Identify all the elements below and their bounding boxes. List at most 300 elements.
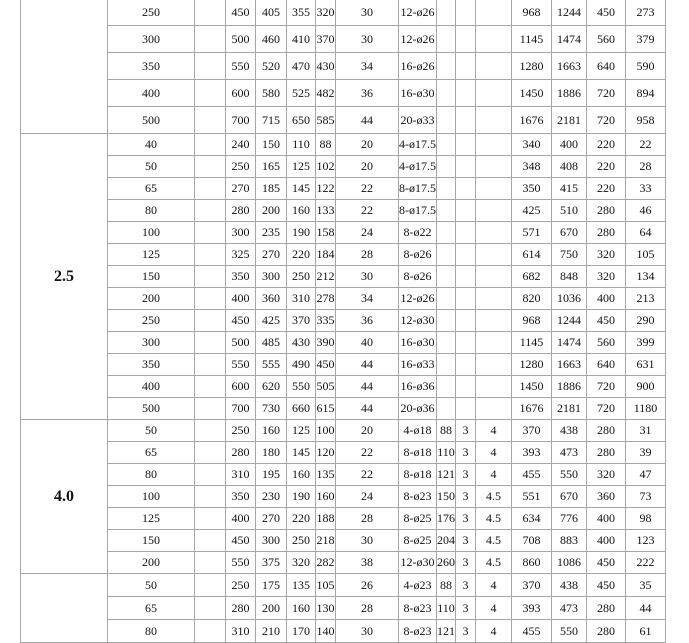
table-cell: 3	[456, 442, 476, 464]
spacer-cell	[195, 574, 226, 597]
table-cell: 1474	[552, 26, 587, 53]
spacer-cell	[195, 620, 226, 643]
table-cell: 1474	[552, 332, 587, 354]
table-cell: 400	[108, 80, 195, 107]
table-row	[21, 376, 666, 398]
table-cell	[456, 266, 476, 288]
table-cell	[456, 26, 476, 53]
table-cell: 715	[256, 107, 287, 134]
table-cell: 720	[587, 398, 626, 420]
table-cell: 300	[256, 266, 287, 288]
spacer-cell	[195, 107, 226, 134]
table-cell	[456, 107, 476, 134]
table-cell: 360	[587, 486, 626, 508]
table-cell: 2181	[552, 398, 587, 420]
table-cell: 278	[316, 288, 336, 310]
table-cell: 250	[108, 310, 195, 332]
table-cell: 50	[108, 420, 195, 442]
table-cell	[456, 200, 476, 222]
table-cell: 250	[287, 530, 316, 552]
table-cell: 22	[336, 178, 399, 200]
table-cell: 176	[437, 508, 456, 530]
table-cell: 290	[626, 310, 666, 332]
table-cell: 8-ø23	[399, 620, 437, 643]
table-cell: 110	[437, 597, 456, 620]
table-cell: 12-ø26	[399, 288, 437, 310]
table-cell: 450	[587, 552, 626, 574]
table-cell	[437, 354, 456, 376]
table-cell: 4	[476, 620, 512, 643]
table-cell: 28	[626, 156, 666, 178]
table-cell: 190	[287, 486, 316, 508]
table-cell: 455	[512, 464, 552, 486]
table-cell: 34	[336, 53, 399, 80]
table-cell: 393	[512, 442, 552, 464]
table-cell: 473	[552, 442, 587, 464]
table-cell: 125	[108, 508, 195, 530]
table-cell: 1145	[512, 332, 552, 354]
table-cell: 44	[626, 597, 666, 620]
table-cell	[476, 288, 512, 310]
spacer-cell	[195, 200, 226, 222]
table-cell: 110	[437, 442, 456, 464]
table-row	[21, 222, 666, 244]
table-cell: 280	[587, 597, 626, 620]
table-cell: 240	[226, 134, 256, 156]
table-cell: 65	[108, 178, 195, 200]
table-cell: 560	[587, 26, 626, 53]
pressure-cell	[21, 574, 108, 643]
table-cell: 30	[336, 26, 399, 53]
table-cell: 400	[552, 134, 587, 156]
table-cell: 170	[287, 620, 316, 643]
table-cell: 3	[456, 464, 476, 486]
table-cell: 450	[226, 0, 256, 26]
table-cell	[476, 178, 512, 200]
table-cell: 571	[512, 222, 552, 244]
table-cell	[437, 398, 456, 420]
table-cell	[476, 53, 512, 80]
table-cell: 883	[552, 530, 587, 552]
table-cell: 848	[552, 266, 587, 288]
table-cell: 150	[437, 486, 456, 508]
table-cell: 135	[316, 464, 336, 486]
table-cell: 8-ø23	[399, 597, 437, 620]
table-cell: 22	[336, 200, 399, 222]
table-cell: 35	[626, 574, 666, 597]
table-cell	[456, 178, 476, 200]
table-cell: 1036	[552, 288, 587, 310]
table-cell: 4.5	[476, 530, 512, 552]
table-cell: 110	[287, 134, 316, 156]
table-cell	[456, 354, 476, 376]
table-cell: 22	[626, 134, 666, 156]
table-cell: 670	[552, 486, 587, 508]
spacer-cell	[195, 244, 226, 266]
table-cell: 280	[587, 442, 626, 464]
table-cell: 220	[587, 134, 626, 156]
table-cell: 12-ø26	[399, 26, 437, 53]
table-row	[21, 508, 666, 530]
table-cell: 335	[316, 310, 336, 332]
table-cell: 820	[512, 288, 552, 310]
table-row	[21, 530, 666, 552]
table-cell: 12-ø30	[399, 552, 437, 574]
table-cell: 220	[287, 508, 316, 530]
table-cell	[456, 53, 476, 80]
table-cell: 30	[336, 266, 399, 288]
table-cell: 500	[108, 398, 195, 420]
table-cell: 8-ø22	[399, 222, 437, 244]
table-cell: 282	[316, 552, 336, 574]
table-cell: 1280	[512, 53, 552, 80]
table-cell: 135	[287, 574, 316, 597]
table-cell: 44	[336, 354, 399, 376]
table-cell: 145	[287, 442, 316, 464]
table-cell: 200	[256, 200, 287, 222]
table-row	[21, 200, 666, 222]
table-cell	[456, 332, 476, 354]
table-cell	[437, 244, 456, 266]
table-cell: 400	[587, 530, 626, 552]
table-cell: 1280	[512, 354, 552, 376]
table-row	[21, 420, 666, 442]
table-cell	[456, 310, 476, 332]
table-cell	[476, 0, 512, 26]
table-cell: 682	[512, 266, 552, 288]
table-cell: 650	[287, 107, 316, 134]
table-cell: 88	[437, 420, 456, 442]
table-cell	[476, 266, 512, 288]
table-row	[21, 552, 666, 574]
flange-dimension-table	[20, 0, 666, 643]
spacer-cell	[195, 266, 226, 288]
table-cell: 390	[316, 332, 336, 354]
table-cell: 410	[287, 26, 316, 53]
table-cell: 1663	[552, 354, 587, 376]
table-cell: 4	[476, 420, 512, 442]
table-cell: 430	[287, 332, 316, 354]
table-cell: 1676	[512, 398, 552, 420]
table-cell: 130	[316, 597, 336, 620]
table-cell: 270	[256, 244, 287, 266]
table-cell: 102	[316, 156, 336, 178]
table-cell	[476, 310, 512, 332]
table-cell: 64	[626, 222, 666, 244]
spacer-cell	[195, 332, 226, 354]
table-cell: 470	[287, 53, 316, 80]
table-cell: 260	[437, 552, 456, 574]
table-cell: 121	[437, 620, 456, 643]
table-cell: 455	[512, 620, 552, 643]
table-cell: 300	[226, 222, 256, 244]
table-cell: 190	[287, 222, 316, 244]
spacer-cell	[195, 354, 226, 376]
spacer-cell	[195, 156, 226, 178]
table-row	[21, 574, 666, 597]
table-cell: 505	[316, 376, 336, 398]
table-cell: 4.5	[476, 552, 512, 574]
table-cell: 3	[456, 530, 476, 552]
table-cell: 280	[226, 442, 256, 464]
table-cell: 100	[108, 222, 195, 244]
table-cell: 500	[226, 332, 256, 354]
table-row	[21, 107, 666, 134]
table-cell	[437, 80, 456, 107]
table-cell: 585	[316, 107, 336, 134]
table-cell: 620	[256, 376, 287, 398]
table-cell: 615	[316, 398, 336, 420]
table-row	[21, 597, 666, 620]
table-cell: 50	[108, 574, 195, 597]
table-cell	[476, 222, 512, 244]
table-cell: 1450	[512, 376, 552, 398]
table-cell: 125	[108, 244, 195, 266]
table-cell	[456, 288, 476, 310]
table-cell: 340	[512, 134, 552, 156]
table-cell: 320	[287, 552, 316, 574]
table-cell: 860	[512, 552, 552, 574]
table-cell: 350	[108, 53, 195, 80]
table-cell: 24	[336, 222, 399, 244]
table-cell: 8-ø25	[399, 530, 437, 552]
table-cell: 250	[108, 0, 195, 26]
table-cell: 670	[552, 222, 587, 244]
table-cell: 280	[587, 222, 626, 244]
table-cell: 550	[552, 464, 587, 486]
table-cell: 235	[256, 222, 287, 244]
table-cell: 160	[256, 420, 287, 442]
table-cell: 150	[256, 134, 287, 156]
spacer-cell	[195, 80, 226, 107]
table-cell: 222	[626, 552, 666, 574]
table-cell	[437, 200, 456, 222]
table-cell: 8-ø18	[399, 464, 437, 486]
table-cell: 20	[336, 134, 399, 156]
table-cell: 250	[226, 156, 256, 178]
table-cell: 580	[256, 80, 287, 107]
table-cell: 614	[512, 244, 552, 266]
table-cell: 160	[287, 464, 316, 486]
table-cell: 8-ø17.5	[399, 200, 437, 222]
table-cell: 250	[287, 266, 316, 288]
table-cell: 640	[587, 354, 626, 376]
table-cell: 220	[287, 244, 316, 266]
table-cell: 160	[287, 200, 316, 222]
table-row	[21, 486, 666, 508]
table-cell: 720	[587, 376, 626, 398]
table-cell: 450	[587, 574, 626, 597]
table-cell: 16-ø30	[399, 332, 437, 354]
table-cell: 20	[336, 156, 399, 178]
table-cell: 400	[108, 376, 195, 398]
table-cell	[437, 134, 456, 156]
table-cell: 415	[552, 178, 587, 200]
table-cell: 4-ø18	[399, 420, 437, 442]
table-cell: 30	[336, 530, 399, 552]
table-cell: 551	[512, 486, 552, 508]
table-cell: 73	[626, 486, 666, 508]
table-cell: 393	[512, 597, 552, 620]
table-cell: 4	[476, 574, 512, 597]
table-cell: 250	[226, 420, 256, 442]
table-cell: 200	[108, 552, 195, 574]
table-cell: 20	[336, 420, 399, 442]
table-cell: 430	[316, 53, 336, 80]
table-cell: 184	[316, 244, 336, 266]
table-cell: 4	[476, 597, 512, 620]
table-cell: 700	[226, 107, 256, 134]
table-cell: 485	[256, 332, 287, 354]
table-cell: 44	[336, 376, 399, 398]
table-cell: 270	[256, 508, 287, 530]
table-cell: 600	[226, 80, 256, 107]
table-cell: 31	[626, 420, 666, 442]
table-cell: 36	[336, 80, 399, 107]
table-cell: 185	[256, 178, 287, 200]
table-cell: 20-ø36	[399, 398, 437, 420]
table-cell: 280	[587, 420, 626, 442]
table-cell	[476, 398, 512, 420]
table-cell: 350	[226, 266, 256, 288]
table-cell: 218	[316, 530, 336, 552]
table-cell: 80	[108, 464, 195, 486]
table-cell: 370	[287, 310, 316, 332]
table-cell	[437, 332, 456, 354]
table-cell: 12-ø30	[399, 310, 437, 332]
table-cell: 210	[256, 620, 287, 643]
pressure-cell	[21, 0, 108, 134]
table-cell: 180	[256, 442, 287, 464]
table-cell: 355	[287, 0, 316, 26]
table-cell: 88	[437, 574, 456, 597]
table-cell: 150	[108, 266, 195, 288]
table-cell	[456, 80, 476, 107]
table-cell: 360	[256, 288, 287, 310]
table-cell: 750	[552, 244, 587, 266]
table-cell: 250	[226, 574, 256, 597]
table-cell: 40	[336, 332, 399, 354]
table-cell: 631	[626, 354, 666, 376]
pressure-cell: 2.5	[21, 134, 108, 420]
table-cell: 640	[587, 53, 626, 80]
table-cell: 98	[626, 508, 666, 530]
spacer-cell	[195, 442, 226, 464]
table-cell: 550	[226, 354, 256, 376]
table-cell: 320	[587, 266, 626, 288]
spacer-cell	[195, 486, 226, 508]
table-cell: 460	[256, 26, 287, 53]
table-cell	[437, 107, 456, 134]
spacer-cell	[195, 376, 226, 398]
table-cell	[476, 332, 512, 354]
table-cell: 310	[287, 288, 316, 310]
table-cell: 4.5	[476, 486, 512, 508]
table-cell: 590	[626, 53, 666, 80]
table-cell	[456, 134, 476, 156]
table-cell: 300	[108, 332, 195, 354]
table-cell: 958	[626, 107, 666, 134]
table-cell: 65	[108, 442, 195, 464]
table-cell: 160	[287, 597, 316, 620]
table-cell: 370	[512, 420, 552, 442]
table-cell: 776	[552, 508, 587, 530]
table-cell	[476, 80, 512, 107]
table-cell: 36	[336, 310, 399, 332]
table-cell: 300	[108, 26, 195, 53]
table-cell: 26	[336, 574, 399, 597]
table-cell: 450	[587, 0, 626, 26]
table-cell: 660	[287, 398, 316, 420]
table-cell: 150	[108, 530, 195, 552]
table-cell: 122	[316, 178, 336, 200]
table-cell: 120	[316, 442, 336, 464]
table-cell: 4	[476, 464, 512, 486]
table-row	[21, 266, 666, 288]
table-cell: 30	[336, 0, 399, 26]
spacer-cell	[195, 53, 226, 80]
table-cell: 425	[512, 200, 552, 222]
table-cell: 100	[108, 486, 195, 508]
table-cell: 700	[226, 398, 256, 420]
table-cell: 1676	[512, 107, 552, 134]
table-cell	[476, 26, 512, 53]
table-cell: 399	[626, 332, 666, 354]
table-cell	[437, 222, 456, 244]
table-cell: 720	[587, 80, 626, 107]
table-cell	[456, 222, 476, 244]
table-cell	[437, 53, 456, 80]
table-cell: 525	[287, 80, 316, 107]
table-cell	[476, 200, 512, 222]
table-cell: 270	[226, 178, 256, 200]
table-cell: 310	[226, 620, 256, 643]
spacer-cell	[195, 464, 226, 486]
table-row	[21, 464, 666, 486]
table-cell: 16-ø30	[399, 80, 437, 107]
table-cell: 3	[456, 597, 476, 620]
spacer-cell	[195, 178, 226, 200]
table-cell	[476, 376, 512, 398]
table-cell	[456, 244, 476, 266]
table-cell: 968	[512, 0, 552, 26]
table-cell: 16-ø36	[399, 376, 437, 398]
table-cell: 4	[476, 442, 512, 464]
spacer-cell	[195, 288, 226, 310]
table-cell	[437, 376, 456, 398]
table-cell: 8-ø26	[399, 266, 437, 288]
table-cell: 473	[552, 597, 587, 620]
table-cell: 12-ø26	[399, 0, 437, 26]
spacer-cell	[195, 26, 226, 53]
table-cell: 22	[336, 464, 399, 486]
table-cell: 450	[226, 310, 256, 332]
table-cell: 212	[316, 266, 336, 288]
table-cell: 555	[256, 354, 287, 376]
table-cell	[437, 310, 456, 332]
table-row	[21, 156, 666, 178]
table-cell: 900	[626, 376, 666, 398]
table-cell: 4-ø17.5	[399, 156, 437, 178]
table-cell: 200	[108, 288, 195, 310]
table-cell: 8-ø23	[399, 486, 437, 508]
table-cell: 500	[226, 26, 256, 53]
table-cell: 1244	[552, 0, 587, 26]
table-cell: 30	[336, 620, 399, 643]
table-cell: 370	[512, 574, 552, 597]
table-cell: 708	[512, 530, 552, 552]
table-cell: 280	[587, 200, 626, 222]
